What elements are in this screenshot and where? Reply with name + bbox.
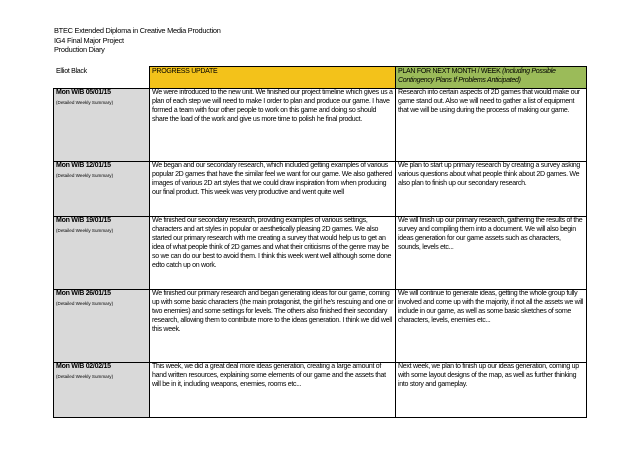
table-row (54, 89, 587, 162)
course-title: BTEC Extended Diploma in Creative Media Production (54, 26, 221, 35)
plan-header-label: PLAN FOR NEXT MONTH / WEEK (398, 68, 501, 75)
week-label: Mon W/B 19/01/15 (56, 217, 111, 224)
week-subtitle: (Detailed Weekly Summary) (56, 227, 114, 233)
week-label: Mon W/B 02/02/15 (56, 363, 111, 370)
plan-cell: Research into certain aspects of 2D games that would make our game stand out. Also we will need to gather a list of equipment that we will be using during the process of making our game. (396, 89, 587, 162)
progress-cell: We finished our secondary research, providing examples of various settings, characters and art styles in popular or aesthetically pleasing 2D games. We also started our primary research with me creating a survey that would help us to get an idea of what people think of 2D games and what their criticisms of the genre may be so we can do our best to avoid them. I think this week went well although some done edto catch up on work. (150, 217, 396, 290)
progress-cell: We began and our secondary research, which included getting examples of various popular 2D games that have the similar feel we want for our game. We also gathered images of various 2D art styles that we could draw inspiration from when producing our final product. This week was very productive and went quite well (150, 162, 396, 217)
plan-cell: We will continue to generate ideas, getting the whole group fully involved and come up with the majority, if not all the assets we will include in our game, as well as some basic sketches of some characters, levels, enemies etc... (396, 290, 587, 363)
plan-cell: We plan to start up primary research by creating a survey asking various questions about what people think about 2D games. We also plan to finish up our secondary research. (396, 162, 587, 217)
document-header (54, 26, 221, 55)
progress-cell: We were introduced to the new unit. We finished our project timeline which gives us a plan of each step we will need to make I order to plan and produce our game. I have formed a team with four other people to work on this game and doing so should share the load of the work and give us more time to polish he final product. (150, 89, 396, 162)
table-row (54, 217, 587, 290)
week-cell (54, 290, 150, 363)
progress-update-header (150, 67, 396, 89)
progress-cell: We finished our primary research and began generating ideas for our game, coming up with some basic characters (the main protagonist, the girl he's rescuing and one or two enemies) and some settings for levels. The others also finished their secondary research, allowing them to contribute more to the ideas generation. I think we did well this week. (150, 290, 396, 363)
table-row (54, 363, 587, 418)
table-row (54, 290, 587, 363)
student-name: Elliot Black (54, 67, 150, 89)
week-subtitle: (Detailed Weekly Summary) (56, 172, 114, 178)
week-cell (54, 162, 150, 217)
progress-update-label: PROGRESS UPDATE (152, 68, 218, 75)
progress-cell: This week, we did a great deal more ideas generation, creating a large amount of hand written resources, explaining some elements of our game and the assets that will be in it, including weapons, enemies, rooms etc... (150, 363, 396, 418)
plan-cell: Next week, we plan to finish up our ideas generation, coming up with some layout designs of the map, as well as further thinking into story and gameplay. (396, 363, 587, 418)
table-row (54, 162, 587, 217)
week-subtitle: (Detailed Weekly Summary) (56, 300, 114, 306)
week-label: Mon W/B 12/01/15 (56, 162, 111, 169)
week-label: Mon W/B 05/01/15 (56, 89, 111, 96)
week-subtitle: (Detailed Weekly Summary) (56, 373, 114, 379)
plan-cell: We will finish up our primary research, gathering the results of the survey and compiling them into a document. We will also begin ideas generation for our game assets such as characters, sounds, levels etc... (396, 217, 587, 290)
document-title: Production Diary (54, 45, 105, 55)
week-subtitle: (Detailed Weekly Summary) (56, 99, 114, 105)
production-diary-table (53, 66, 587, 418)
table-header-row (54, 67, 587, 89)
week-cell (54, 217, 150, 290)
plan-header-subtitle: (Including Possible Contingency Plans If Problems Anticipated) (398, 68, 556, 84)
project-title: IG4 Final Major Project (54, 35, 124, 45)
week-cell (54, 89, 150, 162)
week-cell (54, 363, 150, 418)
week-label: Mon W/B 26/01/15 (56, 290, 111, 297)
plan-header (396, 67, 587, 89)
